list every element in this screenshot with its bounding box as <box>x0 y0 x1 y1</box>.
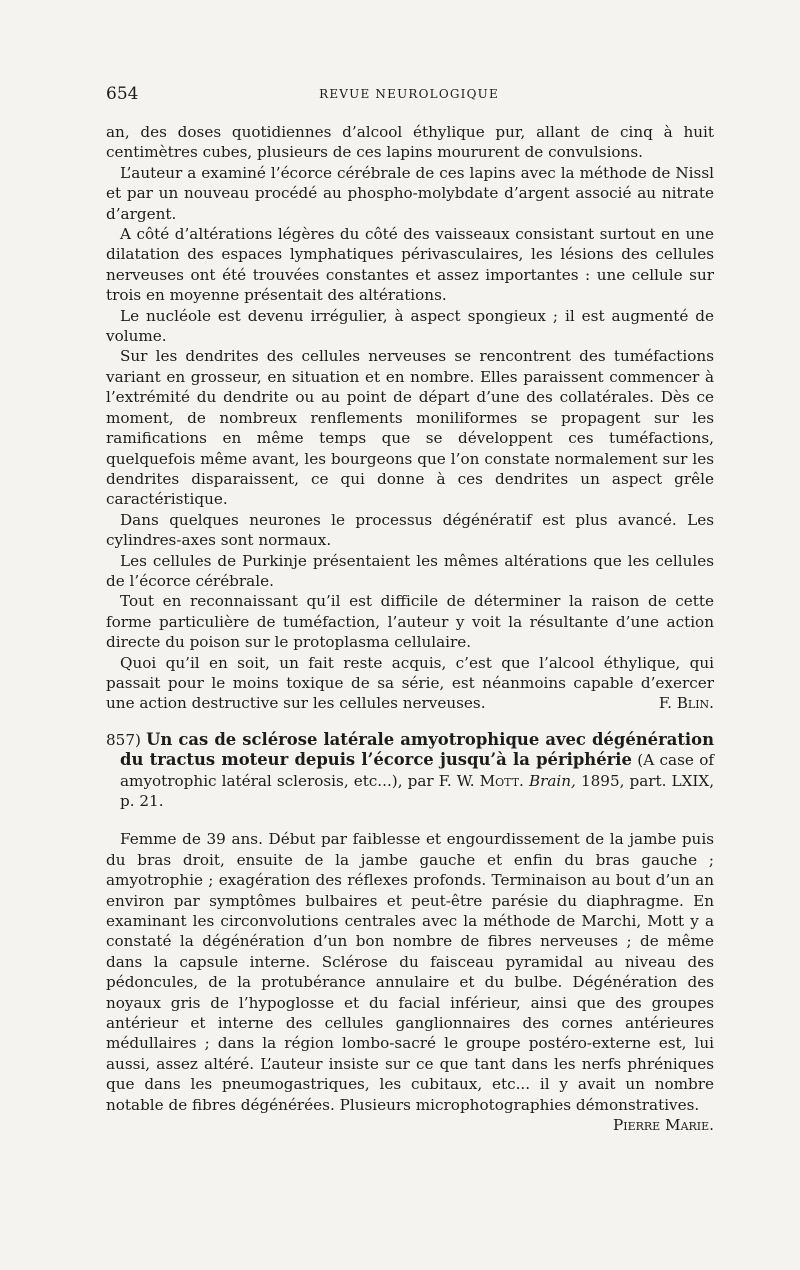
paragraph-with-signature <box>106 653 714 714</box>
article-citation: 1895, part. LXIX, p. 21. <box>120 771 715 810</box>
paragraph: Les cellules de Purkinje présentaient les mêmes altérations que les cellules de l’écorce cérébrale. <box>106 551 714 590</box>
page-body <box>106 122 714 1136</box>
paragraph-text: Femme de 39 ans. Début par faiblesse et engourdissement de la jambe puis du bras droit, ensuite de la jambe gauche et enfin du bras gauche ; amyotrophie ; exagération des réflexes profonds. Terminaison au bout d’un an environ par symptômes bulbaires et peut-être parésie du diaphragme. En examinant les circonvolutions centrales avec la méthode de Marchi, Mott y a constaté la dégénération d’un bon nombre de fibres nerveuses ; de même dans la capsule interne. Sclérose du faisceau pyramidal au niveau des pédoncules, de la protubérance annulaire et du bulbe. Dégénération des noyaux gris de l’hypoglosse et du facial inférieur, ainsi que des groupes antérieur et interne des cellules ganglionnaires des cornes antérieures médullaires ; dans la région lombo-sacré le groupe postéro-externe est, lui aussi, assez altéré. L’auteur insiste sur ce que tant dans les nerfs phréniques que dans les pneumogastriques, les cubitaux, etc... il y avait un nombre notable de fibres dégénérées. Plusieurs microphotographies démonstratives. <box>106 830 714 1114</box>
article-number: 857) <box>106 730 141 749</box>
article-heading <box>106 730 714 812</box>
article-title: Un cas de sclérose latérale amyotrophique avec dégénération du tractus moteur depuis l’écorce jusqu’à la périphérie <box>120 729 714 770</box>
paragraph: Dans quelques neurones le processus dégénératif est plus avancé. Les cylindres-axes sont normaux. <box>106 510 714 550</box>
article-translation: (A case of amyotrophic latéral sclerosis, etc...), par <box>120 751 715 790</box>
signature: Pierre Marie. <box>613 1116 714 1135</box>
article-author: F. W. Mott. <box>438 771 524 790</box>
paragraph-text: Quoi qu’il en soit, un fait reste acquis, c’est que l’alcool éthylique, qui passait pour le moins toxique de sa série, est néanmoins capable d’exercer une action destructive sur les cellules nerveuses. <box>106 653 714 713</box>
paragraph-with-signature <box>106 829 714 1135</box>
running-title: REVUE NEUROLOGIQUE <box>319 87 499 101</box>
page-header <box>106 84 712 108</box>
page-number: 654 <box>106 84 139 104</box>
paragraph: A côté d’altérations légères du côté des vaisseaux consistant surtout en une dilatation des espaces lymphatiques périvasculaires, les lésions des cellules nerveuses ont été trouvées constantes et assez importantes : une cellule sur trois en moyenne présentait des altérations. <box>106 225 714 305</box>
paragraph: L’auteur a examiné l’écorce cérébrale de ces lapins avec la méthode de Nissl et par un nouveau procédé au phospho-molybdate d’argent associé au nitrate d’argent. <box>106 163 714 223</box>
paragraph: Le nucléole est devenu irrégulier, à aspect spongieux ; il est augmenté de volume. <box>106 306 714 346</box>
paragraph: Tout en reconnaissant qu’il est difficile de déterminer la raison de cette forme particulière de tuméfaction, l’auteur y voit la résultante d’une action directe du poison sur le protoplasma cellulaire. <box>106 592 714 652</box>
article-journal: Brain, <box>528 771 576 790</box>
paragraph: an, des doses quotidiennes d’alcool éthylique pur, allant de cinq à huit centimètres cubes, plusieurs de ces lapins moururent de convulsions. <box>106 123 714 162</box>
paragraph: Sur les dendrites des cellules nerveuses se rencontrent des tuméfactions variant en grosseur, en situation et en nombre. Elles paraissent commencer à l’extrémité du dendrite ou au point de départ d’une des collatérales. Dès ce moment, de nombreux renflements moniliformes se propagent sur les ramifications en même temps que se développent ces tuméfactions, quelquefois même avant, les bourgeons que l’on constate normalement sur les dendrites disparaissent, ce qui donne à ces dendrites un aspect grêle caractéristique. <box>106 347 714 509</box>
signature: F. Blin. <box>658 694 714 713</box>
